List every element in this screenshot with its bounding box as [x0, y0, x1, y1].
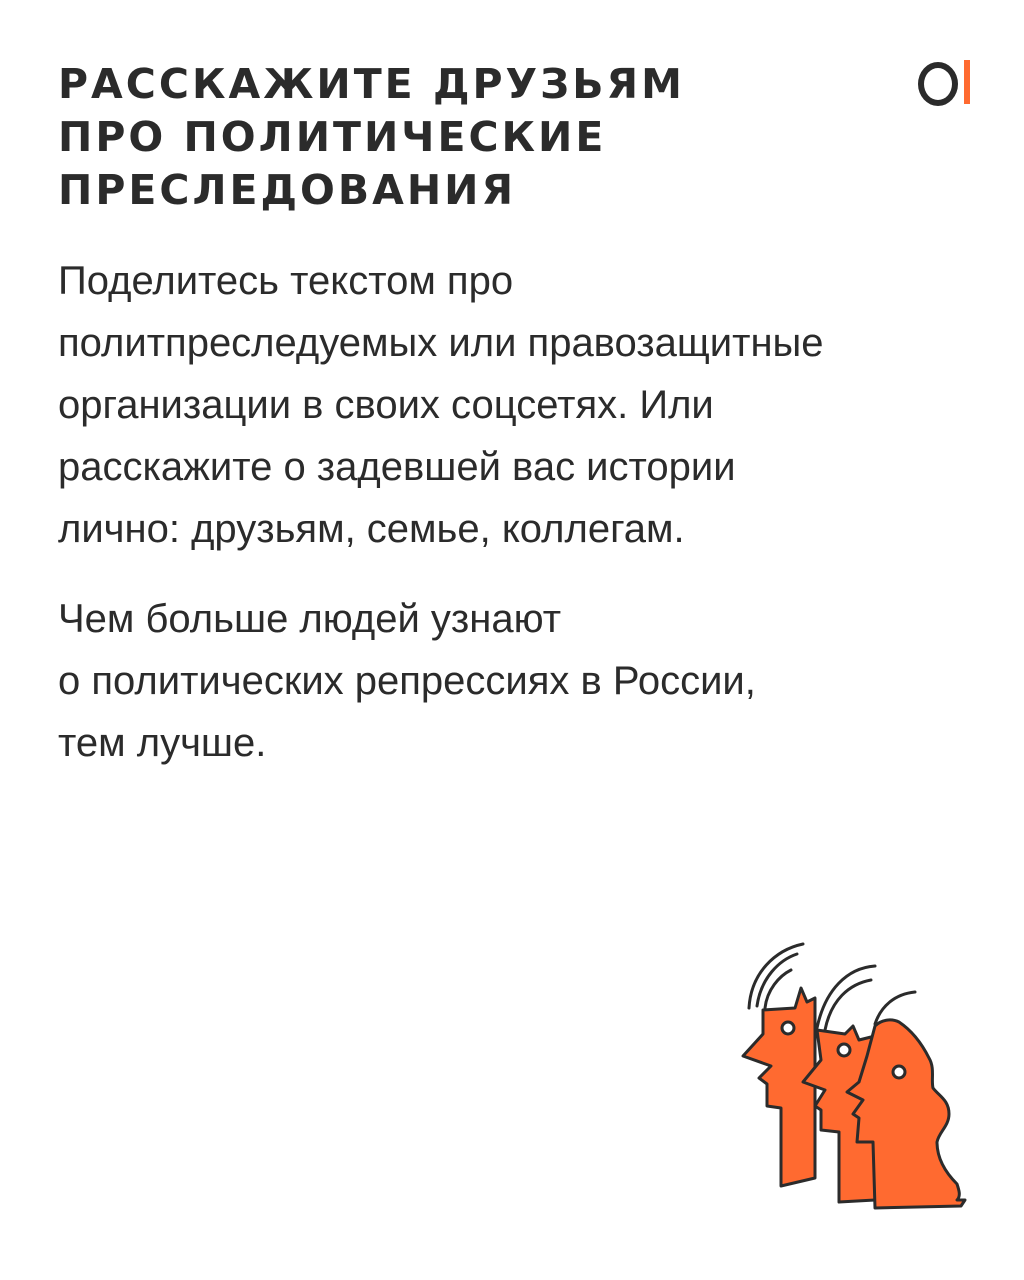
title-line: ПРЕСЛЕДОВАНИЯ [58, 166, 517, 214]
paragraph-line: Чем больше людей узнают [58, 597, 562, 641]
ovd-logo-icon [918, 60, 978, 104]
body-paragraph-awareness [58, 588, 978, 774]
body-paragraph-share [58, 250, 978, 560]
page-title [58, 58, 818, 217]
paragraph-line: Поделитесь текстом про [58, 259, 514, 303]
title-line: РАССКАЖИТЕ ДРУЗЬЯМ [58, 60, 685, 108]
logo-bar [964, 60, 970, 104]
paragraph-line: организации в своих соцсетях. Или [58, 383, 714, 427]
paragraph-line: политпреследуемых или правозащитные [58, 321, 824, 365]
logo-circle [918, 62, 958, 106]
paragraph-line: о политических репрессиях в России, [58, 659, 756, 703]
paragraph-line: расскажите о задевшей вас истории [58, 445, 736, 489]
title-line: ПРО ПОЛИТИЧЕСКИЕ [58, 113, 607, 161]
head-1-icon [743, 944, 815, 1186]
paragraph-line: тем лучше. [58, 721, 267, 765]
three-heads-illustration [735, 938, 975, 1218]
paragraph-line: лично: друзьям, семье, коллегам. [58, 507, 685, 551]
